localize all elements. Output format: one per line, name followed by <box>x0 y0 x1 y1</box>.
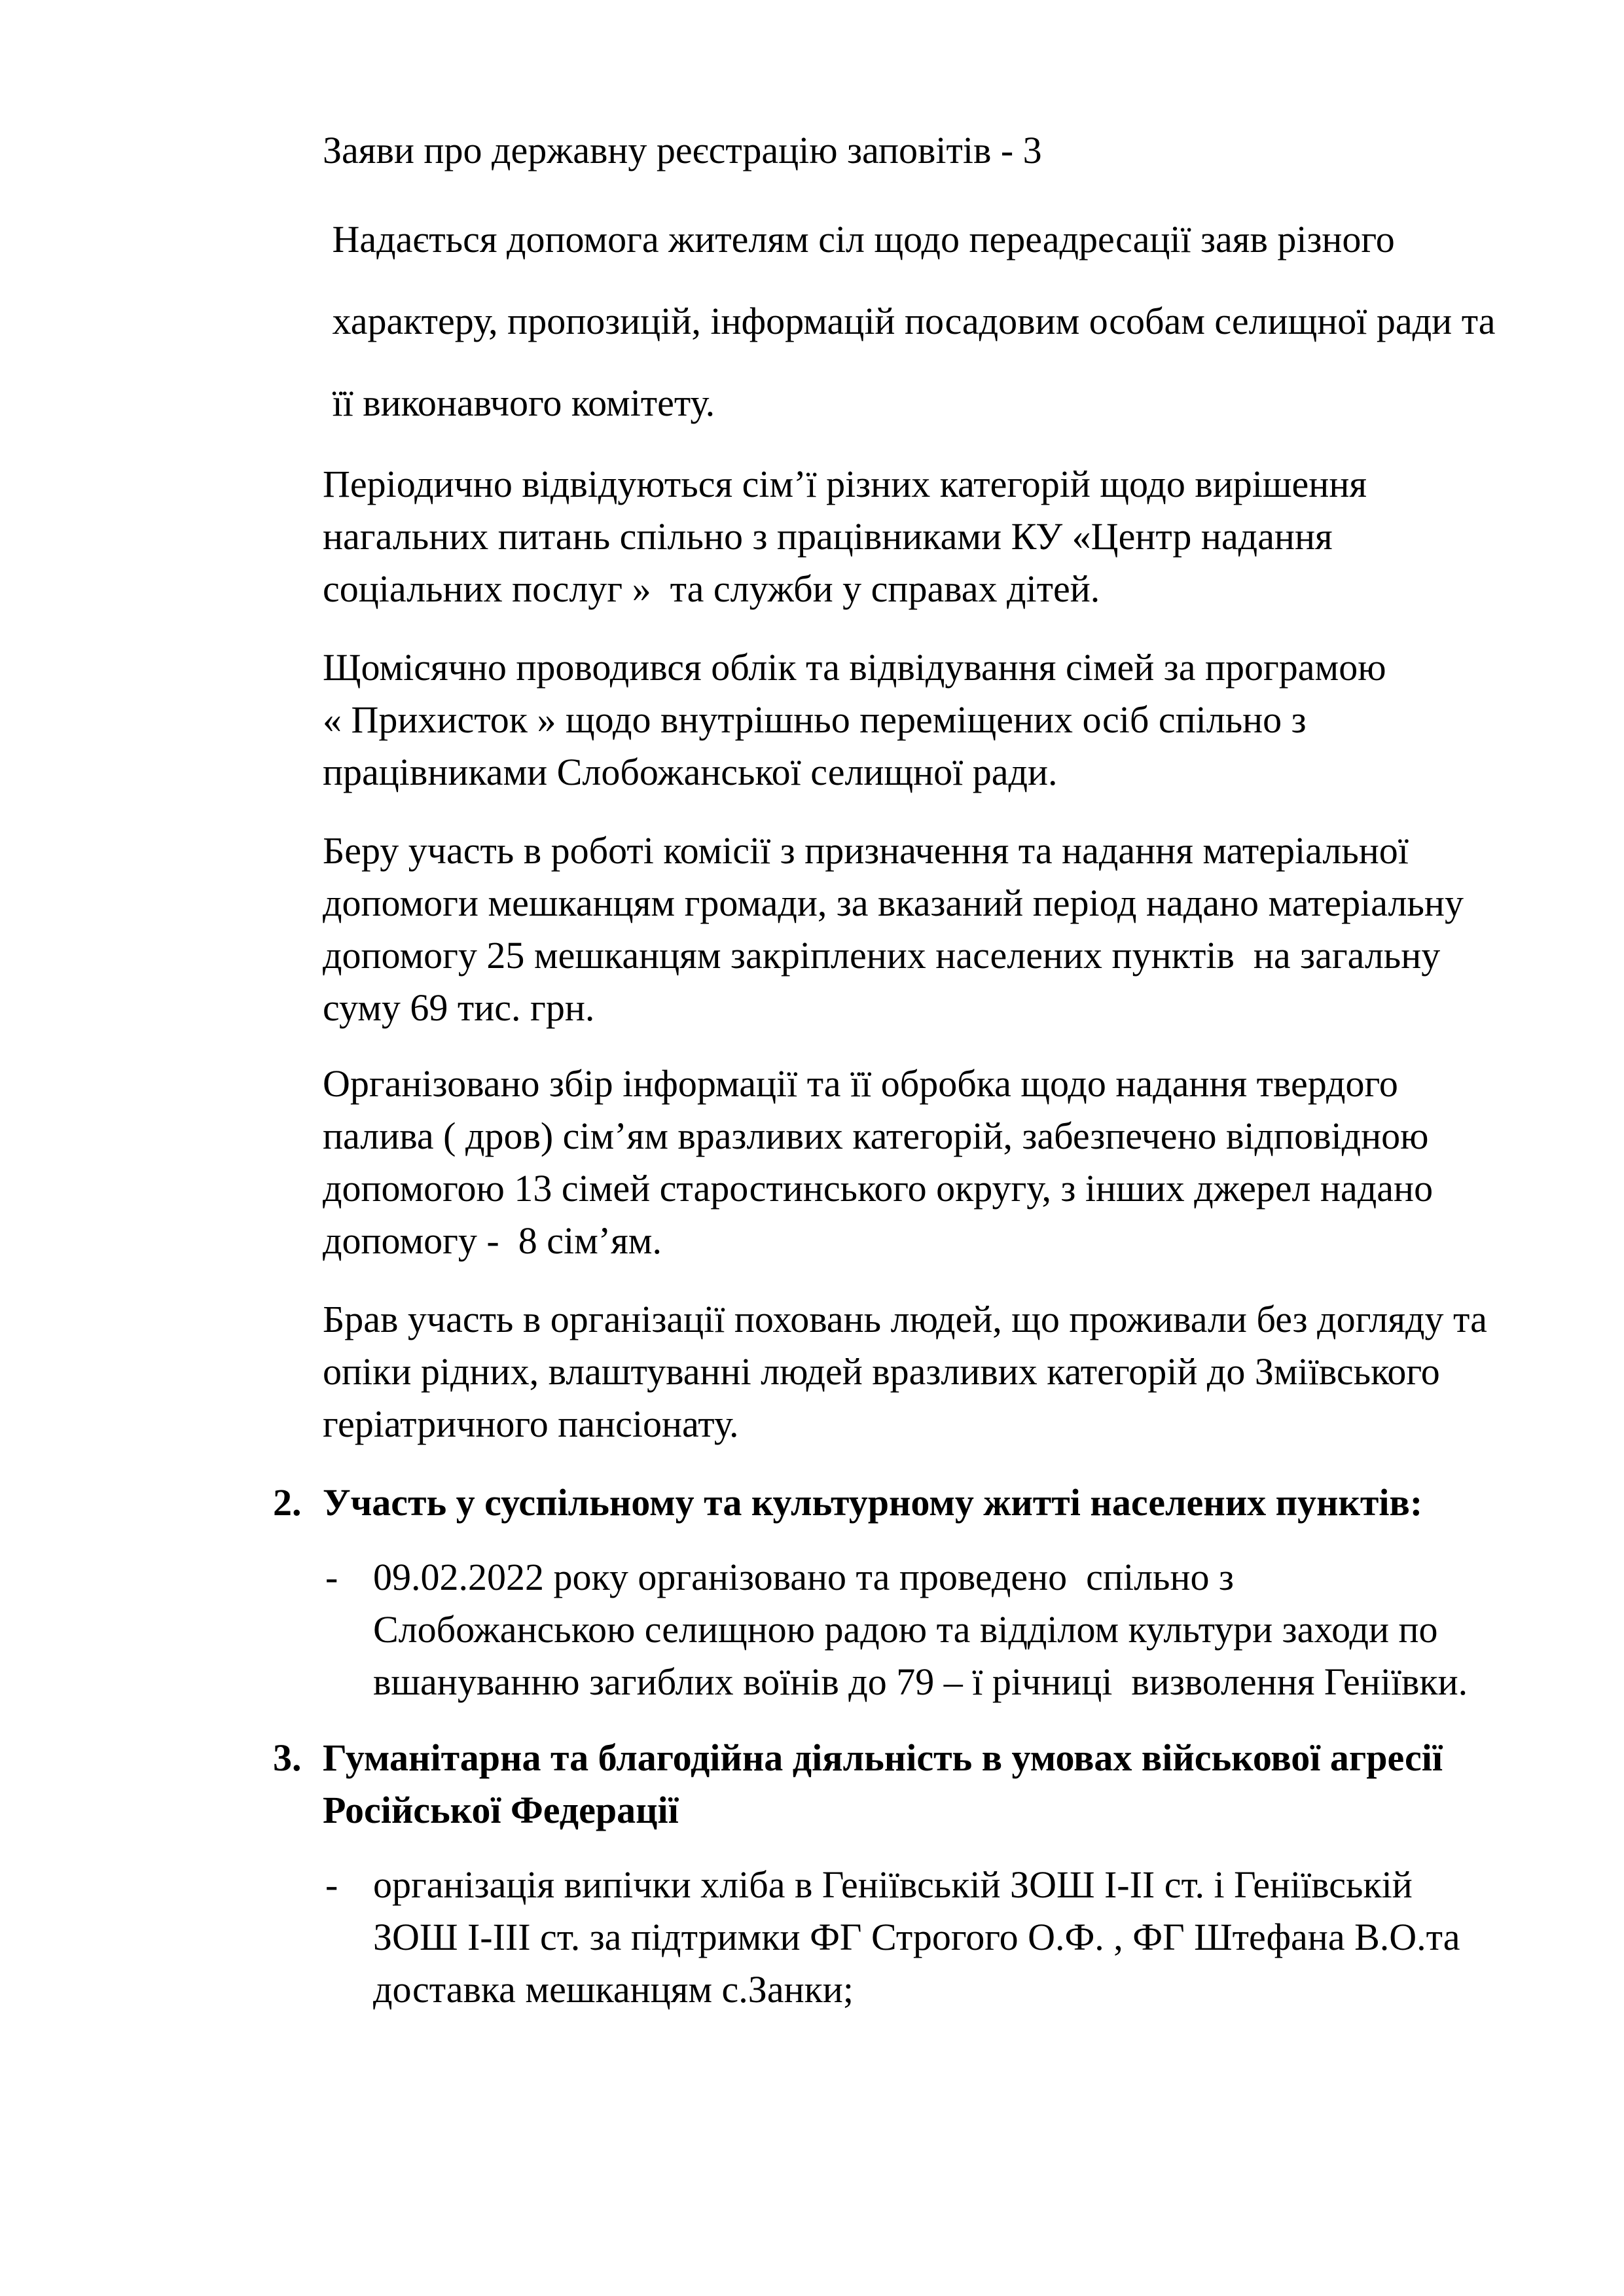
text-line: характеру, пропозицій, інформацій посадовим особам селищної ради та <box>323 300 1496 342</box>
text-line: ЗОШ І-ІІІ ст. за підтримки ФГ Строгого О.Ф. , ФГ Штефана В.О.та <box>373 1916 1460 1958</box>
list-item <box>323 1551 1511 1708</box>
text-line: доставка мешканцям с.Занки; <box>373 1968 854 2011</box>
text-line: Брав участь в організації поховань людей, що проживали без догляду та <box>323 1298 1487 1340</box>
text-line: Організовано збір інформації та її обробка щодо надання твердого <box>323 1062 1398 1105</box>
paragraph <box>323 458 1511 615</box>
text-line: Щомісячно проводився облік та відвідування сімей за програмою <box>323 646 1386 689</box>
bullet-marker: - <box>325 1863 338 1906</box>
text-line: допомогу 25 мешканцям закріплених населених пунктів на загальну <box>323 934 1441 977</box>
section-number: 3. <box>273 1736 302 1779</box>
paragraph <box>323 1293 1511 1450</box>
paragraph <box>323 825 1511 1034</box>
text-line: Гуманітарна та благодійна діяльність в умовах військової агресії <box>323 1736 1443 1779</box>
text-line: палива ( дров) сім’ям вразливих категорій, забезпечено відповідною <box>323 1115 1429 1157</box>
text-line: організація випічки хліба в Геніївській ЗОШ І-ІІ ст. і Геніївській <box>373 1863 1413 1906</box>
text-line: її виконавчого комітету. <box>323 382 715 424</box>
text-line: Російської Федерації <box>323 1789 679 1831</box>
section-heading <box>273 1477 1511 1529</box>
bullet-marker: - <box>325 1556 338 1598</box>
text-line: допомоги мешканцям громади, за вказаний період надано матеріальну <box>323 882 1464 924</box>
text-line: допомогою 13 сімей старостинського округу, з інших джерел надано <box>323 1167 1434 1210</box>
text-line: вшануванню загиблих воїнів до 79 – ї річниці визволення Геніївки. <box>373 1660 1468 1703</box>
text-line: працівниками Слобожанської селищної ради. <box>323 751 1058 793</box>
text-line: Періодично відвідуються сім’ї різних категорій щодо вирішення <box>323 463 1367 505</box>
text-line: Заяви про державну реєстрацію заповітів - 3 <box>323 129 1042 171</box>
document-body <box>273 124 1511 2016</box>
text-line: « Прихисток » щодо внутрішньо переміщених осіб спільно з <box>323 698 1307 741</box>
section-heading <box>273 1732 1511 1837</box>
text-line: суму 69 тис. грн. <box>323 986 595 1029</box>
paragraph <box>323 1058 1511 1267</box>
text-line: Участь у суспільному та культурному житті населених пунктів: <box>323 1481 1423 1524</box>
text-line: Слобожанською селищною радою та відділом культури заходи по <box>373 1608 1438 1651</box>
section-number: 2. <box>273 1481 302 1524</box>
text-line: геріатричного пансіонату. <box>323 1403 739 1445</box>
text-line: опіки рідних, влаштуванні людей вразливих категорій до Зміївського <box>323 1350 1440 1393</box>
text-line: Беру участь в роботі комісії з призначення та надання матеріальної <box>323 829 1409 872</box>
paragraph <box>323 198 1511 444</box>
list-item <box>323 1859 1511 2016</box>
paragraph <box>323 641 1511 798</box>
text-line: допомогу - 8 сім’ям. <box>323 1219 662 1262</box>
paragraph <box>323 124 1511 177</box>
text-line: Надається допомога жителям сіл щодо переадресації заяв різного <box>323 218 1395 260</box>
text-line: соціальних послуг » та служби у справах дітей. <box>323 567 1100 610</box>
text-line: нагальних питань спільно з працівниками КУ «Центр надання <box>323 515 1333 558</box>
text-line: 09.02.2022 року організовано та проведено спільно з <box>373 1556 1234 1598</box>
